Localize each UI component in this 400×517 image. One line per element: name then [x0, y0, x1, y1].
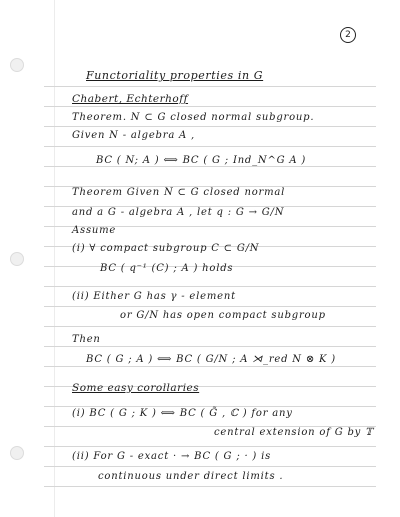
corollary2-line1: (ii) For G - exact · → BC ( G ; · ) is [72, 451, 272, 462]
ruled-line [44, 106, 376, 107]
theorem1-line3: BC ( N; A ) ⟺ BC ( G ; Ind_N^G A ) [96, 155, 307, 166]
theorem2-line5: BC ( q⁻¹ (C) ; A ) holds [100, 263, 234, 274]
page-title: Functoriality properties in G [86, 69, 264, 82]
theorem2-line7: or G/N has open compact subgroup [120, 310, 326, 321]
ruled-line [44, 466, 376, 467]
theorem2-line4: (i) ∀ compact subgroup C ⊂ G/N [72, 243, 260, 254]
ruled-line [44, 286, 376, 287]
ruled-line [44, 446, 376, 447]
theorem2-line3: Assume [72, 225, 117, 236]
ruled-line [44, 406, 376, 407]
binder-hole-middle [10, 252, 24, 266]
binder-hole-bottom [10, 446, 24, 460]
corollary1-line1: (i) BC ( G ; K ) ⟺ BC ( G̃ , ℂ ) for any [72, 408, 293, 419]
corollaries-heading: Some easy corollaries [72, 382, 200, 394]
ruled-line [44, 346, 376, 347]
ruled-line [44, 86, 376, 87]
ruled-line [44, 306, 376, 307]
ruled-line [44, 126, 376, 127]
ruled-line [44, 366, 376, 367]
authors-line: Chabert, Echterhoff [72, 93, 189, 105]
ruled-line [44, 166, 376, 167]
theorem2-line9: BC ( G ; A ) ⟺ BC ( G/N ; A ⋊_red N ⊗ K ) [86, 354, 336, 365]
theorem2-line6: (ii) Either G has γ - element [72, 291, 236, 302]
corollary2-line2: continuous under direct limits . [98, 471, 284, 482]
theorem2-line2: and a G - algebra A , let q : G → G/N [72, 207, 285, 218]
ruled-line [44, 486, 376, 487]
page-number: 2 [340, 27, 356, 43]
binder-hole-top [10, 58, 24, 72]
theorem2-line1: Theorem Given N ⊂ G closed normal [72, 187, 286, 198]
theorem1-line2: Given N - algebra A , [72, 130, 196, 141]
ruled-line [44, 146, 376, 147]
corollary1-line2: central extension of G by 𝕋 [214, 427, 374, 438]
theorem2-line8: Then [72, 334, 101, 345]
ruled-line [44, 326, 376, 327]
margin-line [54, 0, 55, 517]
theorem1-line1: Theorem. N ⊂ G closed normal subgroup. [72, 112, 315, 123]
